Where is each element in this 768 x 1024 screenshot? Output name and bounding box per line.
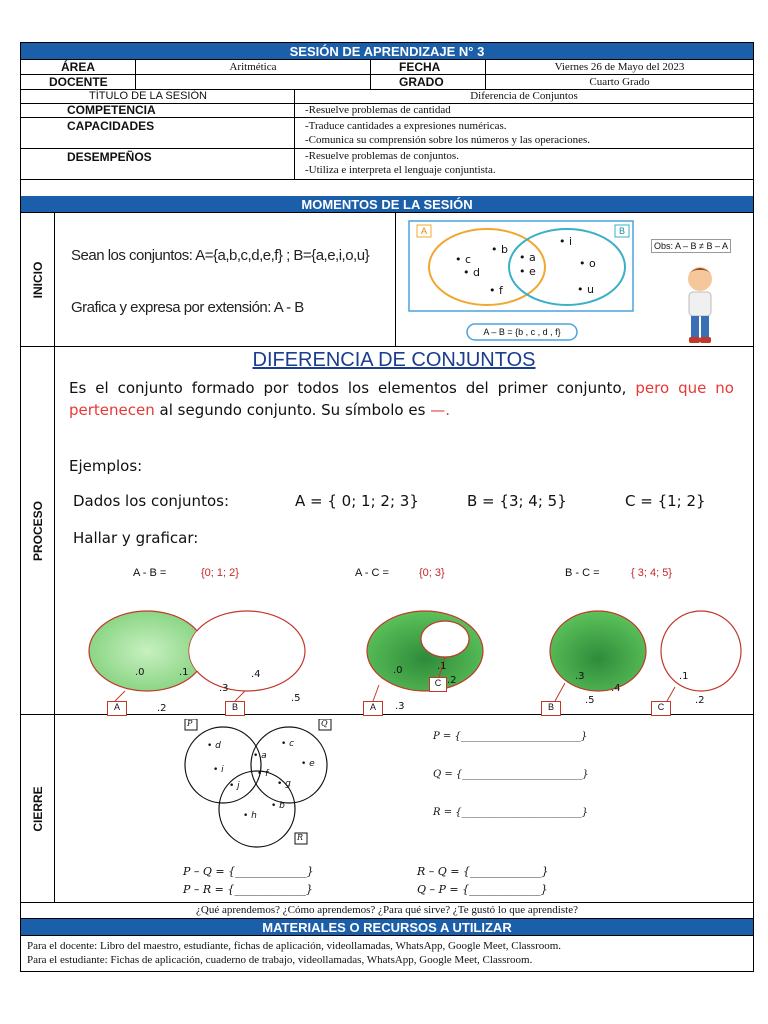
d3-el-5: .5 bbox=[585, 695, 595, 706]
titulo-label: TÍTULO DE LA SESIÓN bbox=[21, 90, 295, 103]
ex1-label: A - B = bbox=[133, 567, 167, 579]
venn-a-el-1: • b bbox=[491, 243, 508, 256]
d1-circle-a bbox=[89, 611, 205, 691]
ex1-value: {0; 1; 2} bbox=[201, 567, 239, 579]
d2-el-3: .3 bbox=[395, 701, 405, 712]
boy-shoe-left bbox=[689, 337, 700, 343]
desempenos-line-1: -Resuelve problemas de conjuntos. bbox=[305, 150, 459, 162]
inicio-instruction: Grafica y expresa por extensión: A - B bbox=[71, 299, 304, 316]
proceso-definition: Es el conjunto formado por todos los elementos del primer conjunto, pero que no pertenecen al segundo conjunto. Su símbolo es —. bbox=[69, 379, 734, 419]
d2-leader-a bbox=[373, 685, 379, 701]
desempenos-label: DESEMPEÑOS bbox=[21, 149, 295, 179]
venn-shared-el-1: • a bbox=[519, 251, 536, 264]
d1-el-4: .4 bbox=[251, 669, 261, 680]
venn-b-el-1: • i bbox=[559, 235, 573, 248]
inicio-prompt bbox=[55, 213, 396, 346]
d3-leader-b bbox=[555, 683, 565, 701]
ex2-label: A - C = bbox=[355, 567, 389, 579]
cierre-el-b: • b bbox=[271, 801, 285, 811]
reflexion-text: ¿Qué aprendemos? ¿Cómo aprendemos? ¿Para qué sirve? ¿Te gustó lo que aprendiste? bbox=[196, 904, 578, 916]
cierre-el-f: • f bbox=[257, 769, 269, 779]
competencia-label: COMPETENCIA bbox=[21, 104, 295, 117]
cierre-tag-p: P bbox=[187, 719, 193, 728]
cierre-venn-diagram bbox=[171, 719, 351, 849]
inicio-venn-diagram bbox=[407, 219, 637, 343]
cierre-el-a: • a bbox=[253, 751, 267, 761]
d2-tag-c: C bbox=[429, 677, 447, 692]
answer-q-minus-p[interactable]: Q – P = {_____________} bbox=[417, 883, 548, 896]
ejemplos-heading: Ejemplos: bbox=[69, 457, 143, 475]
cierre-el-c: • c bbox=[281, 739, 295, 749]
titulo-value: Diferencia de Conjuntos bbox=[470, 90, 578, 102]
inicio-observation: Obs: A – B ≠ B – A bbox=[651, 239, 731, 253]
info-row-competencia bbox=[21, 104, 753, 118]
boy-head bbox=[688, 267, 712, 291]
competencia-value: -Resuelve problemas de cantidad bbox=[305, 104, 451, 116]
answer-q[interactable]: Q = {________________________} bbox=[433, 769, 589, 780]
info-row-docente bbox=[21, 75, 753, 90]
ex2-value: {0; 3} bbox=[419, 567, 445, 579]
hallar-text: Hallar y graficar: bbox=[73, 529, 199, 547]
area-label: ÁREA bbox=[21, 60, 136, 74]
info-row-capacidades bbox=[21, 118, 753, 149]
ex3-label: B - C = bbox=[565, 567, 600, 579]
cierre-tag-q: Q bbox=[321, 719, 328, 728]
ex3-value: { 3; 4; 5} bbox=[631, 567, 672, 579]
inicio-section bbox=[21, 213, 753, 347]
answer-p[interactable]: P = {________________________} bbox=[433, 731, 588, 742]
cierre-label: CIERRE bbox=[21, 715, 55, 902]
d3-tag-c: C bbox=[651, 701, 671, 716]
d2-tag-a: A bbox=[363, 701, 383, 716]
fecha-label: FECHA bbox=[371, 60, 486, 74]
set-b: B = {3; 4; 5} bbox=[467, 492, 567, 510]
venn-tag-b-text: B bbox=[619, 226, 626, 236]
venn-tag-a-text: A bbox=[421, 226, 428, 236]
momentos-title: MOMENTOS DE LA SESIÓN bbox=[21, 196, 753, 213]
d3-el-1: .1 bbox=[679, 671, 689, 682]
info-row-area bbox=[21, 60, 753, 75]
cierre-el-i: • i bbox=[213, 765, 224, 775]
materiales-docente: Para el docente: Libro del maestro, estudiante, fichas de aplicación, videollamadas, WhatsApp, Google Meet, Classroom. bbox=[27, 940, 562, 952]
info-row-desempenos bbox=[21, 149, 753, 180]
d1-el-1: .1 bbox=[179, 667, 189, 678]
proceso-title: DIFERENCIA DE CONJUNTOS bbox=[252, 349, 536, 371]
cierre-el-d: • d bbox=[207, 741, 221, 751]
d2-circle-a bbox=[367, 611, 483, 691]
reflexion-row bbox=[21, 903, 753, 919]
venn-a-el-2: • c bbox=[455, 253, 472, 266]
cierre-el-g: • g bbox=[277, 779, 291, 789]
venn-shared-el-2: • e bbox=[519, 265, 536, 278]
cierre-tag-r: R bbox=[297, 833, 304, 842]
venn-a-el-4: • f bbox=[489, 284, 503, 297]
cierre-section bbox=[21, 715, 753, 903]
d3-circle-b bbox=[550, 611, 646, 691]
proceso-diagrams bbox=[55, 587, 745, 713]
docente-value bbox=[136, 75, 371, 89]
inicio-sets: Sean los conjuntos: A={a,b,c,d,e,f} ; B={a,e,i,o,u} bbox=[71, 247, 370, 264]
dados-text: Dados los conjuntos: bbox=[73, 492, 229, 510]
boy-shirt bbox=[689, 292, 711, 316]
d3-el-3: .3 bbox=[575, 671, 585, 682]
materiales-title: MATERIALES O RECURSOS A UTILIZAR bbox=[21, 919, 753, 936]
d2-el-0: .0 bbox=[393, 665, 403, 676]
answer-r[interactable]: R = {________________________} bbox=[433, 807, 588, 818]
inicio-result: A – B = {b , c , d , f} bbox=[483, 327, 561, 337]
d1-circle-b bbox=[189, 611, 305, 691]
capacidades-label: CAPACIDADES bbox=[21, 118, 295, 148]
boy-shoe-right bbox=[700, 337, 711, 343]
info-row-titulo bbox=[21, 90, 753, 104]
d3-leader-c bbox=[667, 687, 675, 701]
cierre-el-h: • h bbox=[243, 811, 257, 821]
d2-el-2: .2 bbox=[447, 675, 457, 686]
set-c: C = {1; 2} bbox=[625, 492, 706, 510]
d3-circle-c bbox=[661, 611, 741, 691]
boy-leg-right bbox=[701, 316, 709, 338]
set-a: A = { 0; 1; 2; 3} bbox=[295, 492, 419, 510]
d2-circle-c bbox=[421, 621, 469, 657]
answer-p-minus-r[interactable]: P – R = {_____________} bbox=[183, 883, 313, 896]
docente-label: DOCENTE bbox=[21, 75, 136, 89]
proceso-section bbox=[21, 347, 753, 715]
grado-label: GRADO bbox=[371, 75, 486, 89]
lesson-sheet bbox=[20, 42, 754, 972]
inicio-label: INICIO bbox=[21, 213, 55, 346]
d1-el-0: .0 bbox=[135, 667, 145, 678]
venn-b-el-2: • o bbox=[579, 257, 596, 270]
venn-b-el-3: • u bbox=[577, 283, 594, 296]
session-title: SESIÓN DE APRENDIZAJE N° 3 bbox=[21, 43, 753, 60]
d1-leader-b bbox=[235, 691, 245, 701]
materiales-estudiante: Para el estudiante: Fichas de aplicación, cuaderno de trabajo, videollamadas, WhatsApp, Google Meet, Classroom. bbox=[27, 954, 533, 966]
cierre-el-j: • j bbox=[229, 781, 240, 791]
d2-el-1: .1 bbox=[437, 661, 447, 672]
boy-leg-left bbox=[691, 316, 699, 338]
d3-el-4: .4 bbox=[611, 683, 621, 694]
d1-el-2: .2 bbox=[157, 703, 167, 714]
proceso-label: PROCESO bbox=[21, 347, 55, 714]
proceso-content bbox=[55, 347, 753, 714]
cierre-el-e: • e bbox=[301, 759, 315, 769]
d3-el-2: .2 bbox=[695, 695, 705, 706]
d3-tag-b: B bbox=[541, 701, 561, 716]
boy-illustration bbox=[677, 263, 723, 345]
answer-r-minus-q[interactable]: R – Q = {_____________} bbox=[417, 865, 549, 878]
d1-tag-b: B bbox=[225, 701, 245, 716]
grado-value: Cuarto Grado bbox=[589, 76, 650, 88]
capacidades-line-2: -Comunica su comprensión sobre los números y las operaciones. bbox=[305, 134, 591, 146]
answer-p-minus-q[interactable]: P – Q = {_____________} bbox=[183, 865, 314, 878]
fecha-value: Viernes 26 de Mayo del 2023 bbox=[554, 61, 685, 73]
d1-el-3: .3 bbox=[219, 683, 229, 694]
d1-el-5: .5 bbox=[291, 693, 301, 704]
venn-a-el-3: • d bbox=[463, 266, 480, 279]
d1-tag-a: A bbox=[107, 701, 127, 716]
d1-leader-a bbox=[115, 691, 125, 701]
desempenos-line-2: -Utiliza e interpreta el lenguaje conjuntista. bbox=[305, 164, 496, 176]
area-value: Aritmética bbox=[136, 60, 371, 74]
capacidades-line-1: -Traduce cantidades a expresiones numéricas. bbox=[305, 120, 507, 132]
